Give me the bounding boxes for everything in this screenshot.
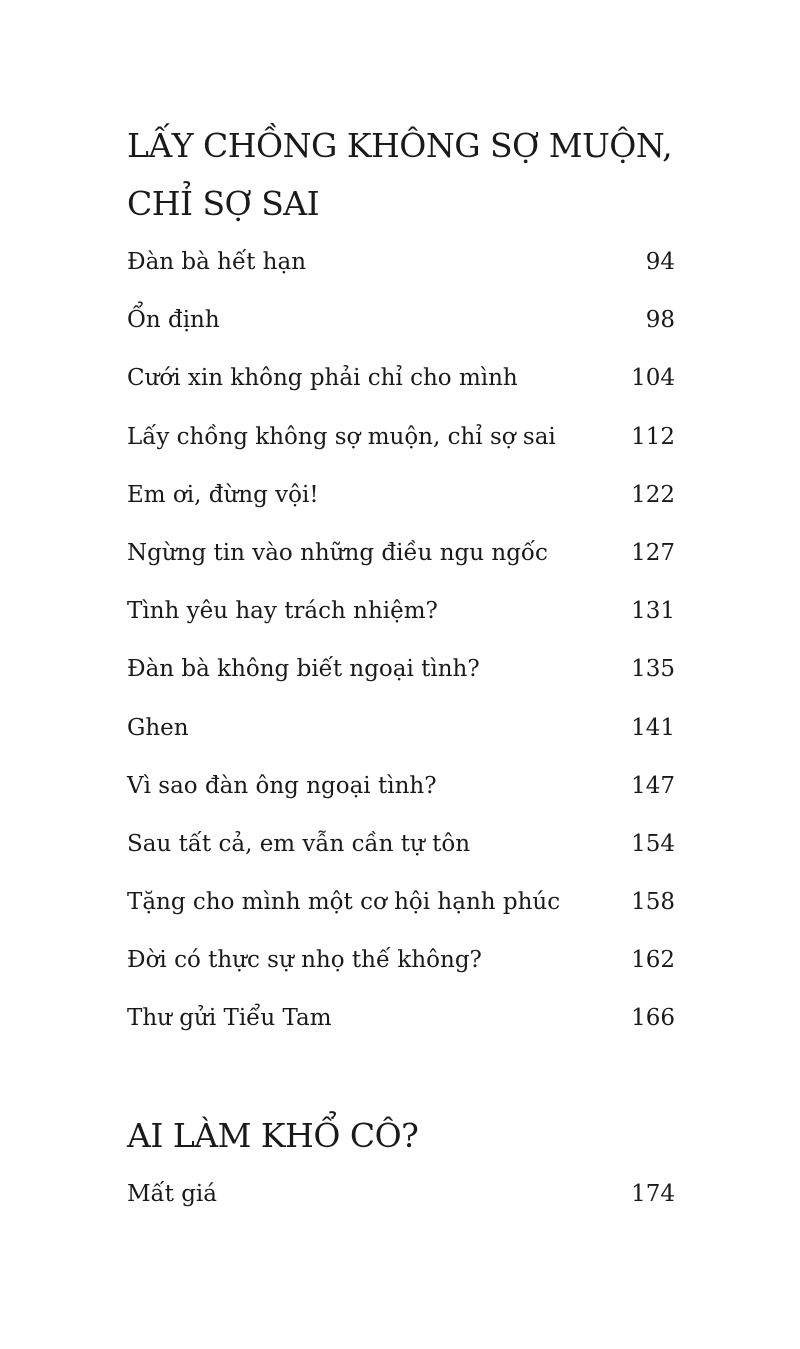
toc-section bbox=[127, 117, 675, 1048]
entry-page-number: 94 bbox=[645, 249, 675, 275]
entry-title: Mất giá bbox=[127, 1181, 217, 1207]
section-title-line: AI LÀM KHỔ CÔ? bbox=[127, 1116, 419, 1155]
entry-title: Sau tất cả, em vẫn cần tự tôn bbox=[127, 830, 471, 857]
entry-title: Đàn bà hết hạn bbox=[127, 249, 307, 275]
entry-page-number: 174 bbox=[631, 1181, 675, 1207]
entry-page-number: 147 bbox=[631, 772, 675, 799]
toc-entry bbox=[127, 989, 675, 1047]
section-title bbox=[127, 1107, 675, 1165]
toc-entry bbox=[127, 466, 675, 524]
entry-title: Tặng cho mình một cơ hội hạnh phúc bbox=[127, 889, 561, 916]
entry-page-number: 154 bbox=[631, 830, 675, 857]
entry-page-number: 135 bbox=[631, 656, 675, 683]
entry-title: Tình yêu hay trách nhiệm? bbox=[127, 598, 438, 625]
section-title bbox=[127, 117, 675, 233]
toc-list bbox=[127, 233, 675, 1048]
toc-entry bbox=[127, 873, 675, 931]
toc-entry bbox=[127, 408, 675, 466]
entry-title: Thư gửi Tiểu Tam bbox=[127, 1005, 332, 1032]
toc-entry bbox=[127, 640, 675, 698]
entry-page-number: 98 bbox=[645, 307, 675, 334]
entry-page-number: 112 bbox=[631, 423, 675, 450]
entry-title: Lấy chồng không sợ muộn, chỉ sợ sai bbox=[127, 423, 556, 450]
entry-title: Cưới xin không phải chỉ cho mình bbox=[127, 365, 518, 392]
entry-title: Đời có thực sự nhọ thế không? bbox=[127, 947, 482, 974]
entry-title: Ghen bbox=[127, 714, 189, 741]
entry-page-number: 131 bbox=[631, 598, 675, 625]
section-title-line: CHỈ SỢ SAI bbox=[127, 184, 320, 223]
section-title-line: LẤY CHỒNG KHÔNG SỢ MUỘN, bbox=[127, 126, 673, 165]
entry-page-number: 158 bbox=[631, 889, 675, 916]
entry-title: Vì sao đàn ông ngoại tình? bbox=[127, 772, 437, 799]
toc-entry bbox=[127, 582, 675, 640]
toc-entry bbox=[127, 815, 675, 873]
entry-page-number: 166 bbox=[631, 1005, 675, 1032]
toc-section bbox=[127, 1107, 675, 1223]
toc-entry bbox=[127, 291, 675, 349]
toc-entry bbox=[127, 1165, 675, 1223]
entry-page-number: 104 bbox=[631, 365, 675, 392]
toc-entry bbox=[127, 931, 675, 989]
toc-entry bbox=[127, 233, 675, 291]
entry-page-number: 127 bbox=[631, 539, 675, 566]
toc-entry bbox=[127, 349, 675, 407]
entry-title: Ổn định bbox=[127, 307, 220, 334]
entry-page-number: 141 bbox=[631, 714, 675, 741]
toc-entry bbox=[127, 699, 675, 757]
toc-entry bbox=[127, 524, 675, 582]
entry-page-number: 122 bbox=[631, 481, 675, 508]
toc-entry bbox=[127, 757, 675, 815]
entry-page-number: 162 bbox=[631, 947, 675, 974]
entry-title: Em ơi, đừng vội! bbox=[127, 481, 319, 508]
entry-title: Ngừng tin vào những điều ngu ngốc bbox=[127, 539, 548, 566]
toc-list bbox=[127, 1165, 675, 1223]
entry-title: Đàn bà không biết ngoại tình? bbox=[127, 656, 480, 683]
